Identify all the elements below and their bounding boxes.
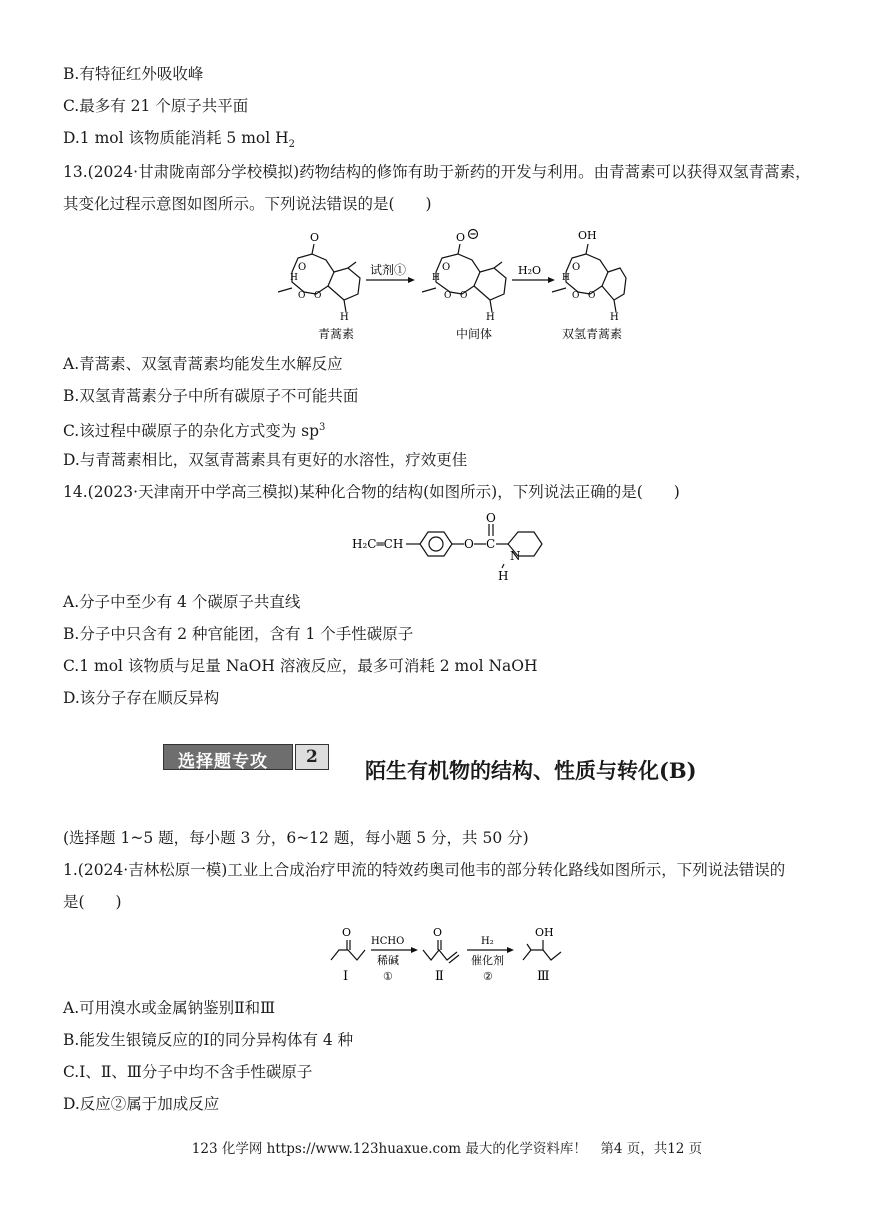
carbonyl-c-label: C [486, 537, 496, 551]
reagent1-top: HCHO [371, 936, 405, 947]
section-badge-number: 2 [306, 747, 319, 767]
compound1-label: Ⅰ [343, 969, 349, 984]
artemisinin-structure [278, 231, 360, 341]
svg-text:H: H [432, 273, 440, 283]
ring-n-label: N [510, 549, 521, 563]
svg-text:O: O [588, 291, 596, 301]
svg-text:O: O [456, 231, 466, 244]
svg-text:O: O [442, 262, 451, 273]
svg-text:O: O [460, 291, 468, 301]
vinyl-group-label: H₂C═CH [352, 537, 404, 551]
svg-text:H: H [340, 312, 349, 323]
q1-stem-line2: 是( ) [63, 893, 122, 911]
compound2-o-label: O [433, 926, 443, 939]
compound2-name: 中间体 [456, 327, 493, 341]
q1-option-a: A.可用溴水或金属钠鉴别Ⅱ和Ⅲ [63, 999, 276, 1017]
q12-option-b: B.有特征红外吸收峰 [63, 65, 204, 83]
q13-option-d: D.与青蒿素相比，双氢青蒿素具有更好的水溶性，疗效更佳 [63, 451, 468, 469]
q14-structure-figure [350, 510, 580, 586]
svg-text:O: O [298, 291, 306, 301]
q12-option-c: C.最多有 21 个原子共平面 [63, 97, 249, 115]
svg-text:O: O [572, 291, 580, 301]
svg-text:H: H [290, 273, 298, 283]
q14-option-d: D.该分子存在顺反异构 [63, 689, 220, 707]
q1-reaction-figure [325, 922, 575, 988]
svg-text:O: O [314, 291, 322, 301]
q1-option-c: C.Ⅰ、Ⅱ、Ⅲ分子中均不含手性碳原子 [63, 1063, 313, 1081]
compound2-label: Ⅱ [435, 969, 444, 984]
compound1-name: 青蒿素 [318, 327, 355, 341]
carbonyl-o-label: O [486, 511, 496, 525]
svg-text:O: O [444, 291, 452, 301]
svg-text:O: O [298, 262, 307, 273]
q13-option-b: B.双氢青蒿素分子中所有碳原子不可能共面 [63, 387, 359, 405]
section-badge-label: 选择题专攻 [178, 752, 268, 772]
q12-option-d: D.1 mol 该物质能消耗 5 mol $H_2$ [63, 129, 296, 151]
q1-stem-line1: 1.(2024·吉林松原一模)工业上合成治疗甲流的特效药奥司他韦的部分转化路线如图所示，下列说法错误的 [63, 861, 786, 879]
svg-text:O: O [572, 262, 581, 273]
compound3-oh-label: OH [535, 926, 554, 939]
q14-option-a: A.分子中至少有 4 个碳原子共直线 [63, 593, 301, 611]
q13-stem-line1: 13.(2024·甘肃陇南部分学校模拟)药物结构的修饰有助于新药的开发与利用。由青蒿素可以获得双氢青蒿素， [63, 163, 811, 181]
q14-stem: 14.(2023·天津南开中学高三模拟)某种化合物的结构(如图所示)，下列说法正确的是( ) [63, 483, 680, 501]
q1-option-d: D.反应②属于加成反应 [63, 1095, 220, 1113]
q1-option-b: B.能发生银镜反应的Ⅰ的同分异构体有 4 种 [63, 1031, 354, 1049]
reagent1-label: 试剂① [370, 263, 407, 277]
q13-option-a: A.青蒿素、双氢青蒿素均能发生水解反应 [63, 355, 343, 373]
compound3-name: 双氢青蒿素 [562, 327, 623, 341]
svg-text:H: H [486, 312, 495, 323]
step1-label: ① [383, 970, 393, 983]
page-footer: 123 化学网 https://www.123huaxue.com 最大的化学资料库！ 第4 页，共12 页 [191, 1141, 703, 1157]
scoring-note: (选择题 1~5 题，每小题 3 分，6~12 题，每小题 5 分，共 50 分) [63, 829, 529, 847]
q13-stem-line2: 其变化过程示意图如图所示。下列说法错误的是( ) [63, 195, 432, 213]
step2-label: ② [483, 970, 493, 983]
q13-option-c: C.该过程中碳原子的杂化方式变为 $sp^3$ [63, 422, 326, 441]
section-title: 陌生有机物的结构、性质与转化(B) [365, 758, 697, 783]
ring-h-label: H [498, 569, 509, 583]
section-badge [163, 744, 331, 770]
ester-o-label: O [464, 537, 474, 551]
reagent2-top: H₂ [481, 936, 494, 947]
intermediate-structure [422, 230, 506, 342]
svg-text:H: H [562, 273, 570, 283]
q14-option-c: C.1 mol 该物质与足量 NaOH 溶液反应，最多可消耗 2 mol NaOH [63, 657, 538, 675]
dihydroartemisinin-structure [552, 229, 626, 341]
q14-option-b: B.分子中只含有 2 种官能团，含有 1 个手性碳原子 [63, 625, 414, 643]
reagent2-label: H₂O [518, 264, 542, 277]
q13-reaction-figure [270, 222, 630, 344]
svg-text:OH: OH [578, 229, 597, 242]
compound1-o-label: O [342, 926, 352, 939]
carbonyl-o-label: O [310, 231, 320, 244]
reagent1-bottom: 稀碱 [377, 954, 399, 967]
svg-text:H: H [610, 312, 619, 323]
compound3-label: Ⅲ [537, 969, 550, 984]
reagent2-bottom: 催化剂 [471, 954, 504, 967]
